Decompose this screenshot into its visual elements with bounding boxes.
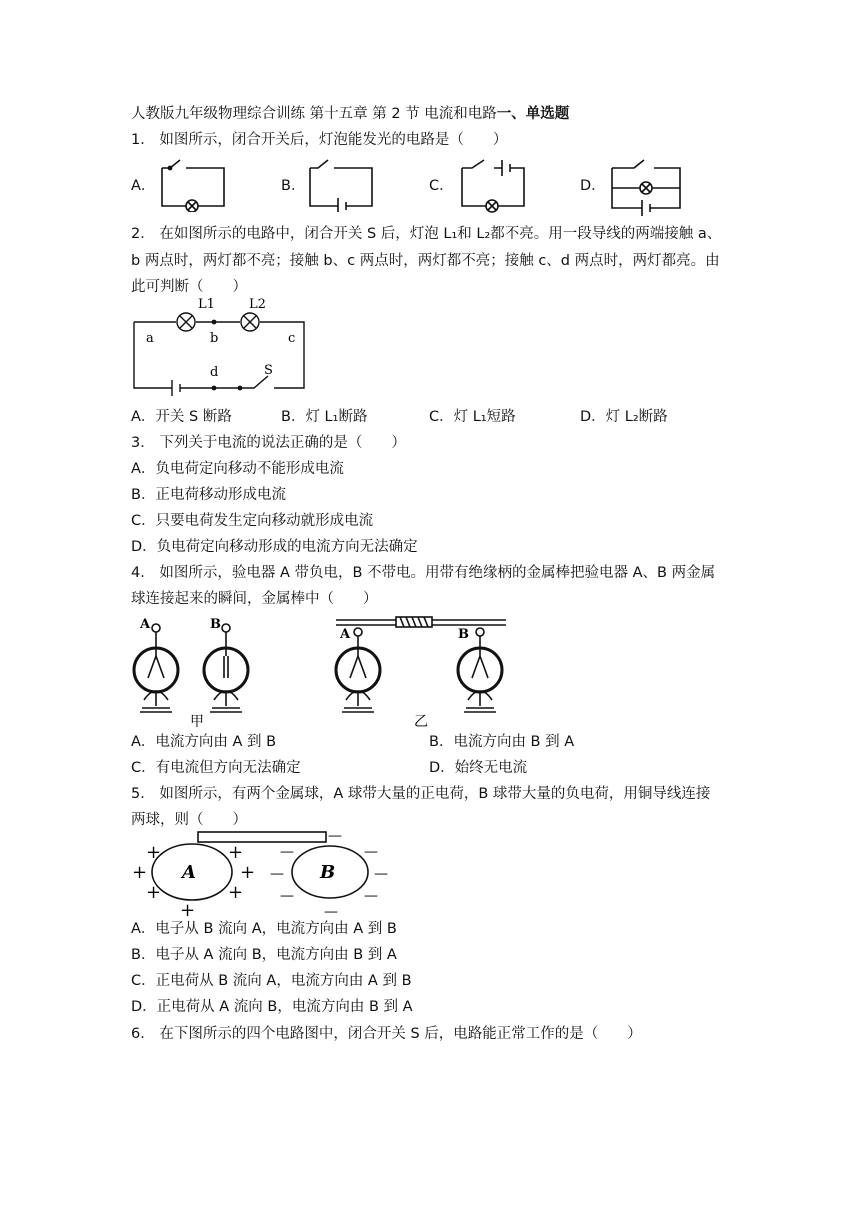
q2-option-c: C．灯 L₁短路 bbox=[429, 409, 516, 425]
q2-label-b: b bbox=[210, 331, 219, 346]
minus-sign: — bbox=[374, 866, 388, 882]
q4-option-a: A．电流方向由 A 到 B bbox=[131, 734, 277, 750]
page-header bbox=[131, 104, 569, 124]
q2-label-s: S bbox=[264, 363, 273, 378]
q1-circuit-d bbox=[608, 152, 686, 216]
plus-sign: + bbox=[132, 862, 148, 883]
q4-yi-label-b: B bbox=[458, 627, 469, 642]
q4-yi-label-a: A bbox=[340, 627, 351, 642]
q1-circuit-b bbox=[306, 158, 378, 212]
q3-option-b: B．正电荷移动形成电流 bbox=[131, 487, 286, 503]
question-4-line-2: 球连接起来的瞬间，金属棒中（ ） bbox=[131, 591, 378, 607]
q3-option-a: A．负电荷定向移动不能形成电流 bbox=[131, 461, 344, 477]
q1-circuit-c bbox=[458, 152, 530, 214]
q4-caption-jia: 甲 bbox=[190, 714, 204, 730]
q4-figure-jia bbox=[128, 612, 258, 730]
minus-sign: — bbox=[364, 844, 378, 860]
q2-option-d: D．灯 L₂断路 bbox=[580, 409, 668, 425]
q3-option-c: C．只要电荷发生定向移动就形成电流 bbox=[131, 513, 374, 529]
q4-option-c: C．有电流但方向无法确定 bbox=[131, 760, 301, 776]
q4-option-d: D．始终无电流 bbox=[429, 760, 528, 776]
q2-option-b: B．灯 L₁断路 bbox=[281, 409, 368, 425]
q2-label-c: c bbox=[288, 331, 296, 346]
q5-option-d: D．正电荷从 A 流向 B，电流方向由 B 到 A bbox=[131, 999, 413, 1015]
plus-sign: + bbox=[228, 882, 244, 903]
q5-sphere-a-label: A bbox=[182, 862, 196, 883]
q4-jia-label-a: A bbox=[140, 617, 151, 632]
plus-sign: + bbox=[240, 862, 256, 883]
q1-circuit-a bbox=[158, 158, 230, 212]
q3-option-d: D．负电荷定向移动形成的电流方向无法确定 bbox=[131, 539, 418, 555]
q4-figure-yi bbox=[334, 612, 512, 730]
q2-option-a: A．开关 S 断路 bbox=[131, 409, 232, 425]
q5-charged-spheres bbox=[128, 826, 408, 920]
minus-sign: — bbox=[324, 904, 338, 920]
question-6-text: 6． 在下图所示的四个电路图中，闭合开关 S 后，电路能正常工作的是（ ） bbox=[131, 1026, 642, 1042]
q2-circuit-diagram bbox=[128, 296, 314, 396]
plus-sign: + bbox=[146, 882, 162, 903]
question-1-text: 1． 如图所示，闭合开关后，灯泡能发光的电路是（ ） bbox=[131, 132, 508, 148]
q4-caption-yi: 乙 bbox=[414, 714, 428, 730]
question-2-line-2: b 两点时，两灯都不亮；接触 b、c 两点时，两灯都不亮；接触 c、d 两点时，两灯都亮。由 bbox=[131, 253, 720, 269]
q5-sphere-b-label: B bbox=[320, 862, 336, 883]
q1-option-c-label: C． bbox=[429, 178, 454, 194]
question-5-line-1: 5． 如图所示，有两个金属球，A 球带大量的正电荷，B 球带大量的负电荷，用铜导线连接 bbox=[131, 786, 711, 802]
plus-sign: + bbox=[228, 842, 244, 863]
q1-option-a-label: A． bbox=[131, 178, 156, 194]
section-heading: 一、单选题 bbox=[496, 106, 570, 122]
question-4-line-1: 4． 如图所示，验电器 A 带负电，B 不带电。用带有绝缘柄的金属棒把验电器 A、B 两金属 bbox=[131, 565, 716, 581]
plus-sign: + bbox=[180, 900, 196, 920]
q2-label-L2: L2 bbox=[249, 297, 266, 312]
question-2-line-3: 此可判断（ ） bbox=[131, 279, 247, 295]
document-title: 人教版九年级物理综合训练 第十五章 第 2 节 电流和电路 bbox=[131, 106, 497, 122]
q1-option-b-label: B． bbox=[281, 178, 306, 194]
q2-label-L1: L1 bbox=[198, 297, 215, 312]
q2-label-d: d bbox=[210, 365, 219, 380]
q2-label-a: a bbox=[146, 331, 154, 346]
question-2-line-1: 2． 在如图所示的电路中，闭合开关 S 后，灯泡 L₁和 L₂都不亮。用一段导线的两端接触 a、 bbox=[131, 226, 722, 242]
question-3-text: 3． 下列关于电流的说法正确的是（ ） bbox=[131, 435, 406, 451]
q5-option-b: B．电子从 A 流向 B，电流方向由 B 到 A bbox=[131, 947, 397, 963]
question-5-line-2: 两球，则（ ） bbox=[131, 812, 247, 828]
plus-sign: + bbox=[146, 842, 162, 863]
q1-option-d-label: D． bbox=[580, 178, 606, 194]
minus-sign: — bbox=[364, 888, 378, 904]
minus-sign: — bbox=[280, 888, 294, 904]
q5-option-c: C．正电荷从 B 流向 A，电流方向由 A 到 B bbox=[131, 973, 412, 989]
minus-sign: — bbox=[270, 866, 284, 882]
minus-sign: — bbox=[280, 844, 294, 860]
q4-option-b: B．电流方向由 B 到 A bbox=[429, 734, 575, 750]
minus-sign: — bbox=[328, 828, 342, 844]
q4-jia-label-b: B bbox=[210, 617, 221, 632]
q5-option-a: A．电子从 B 流向 A，电流方向由 A 到 B bbox=[131, 921, 397, 937]
